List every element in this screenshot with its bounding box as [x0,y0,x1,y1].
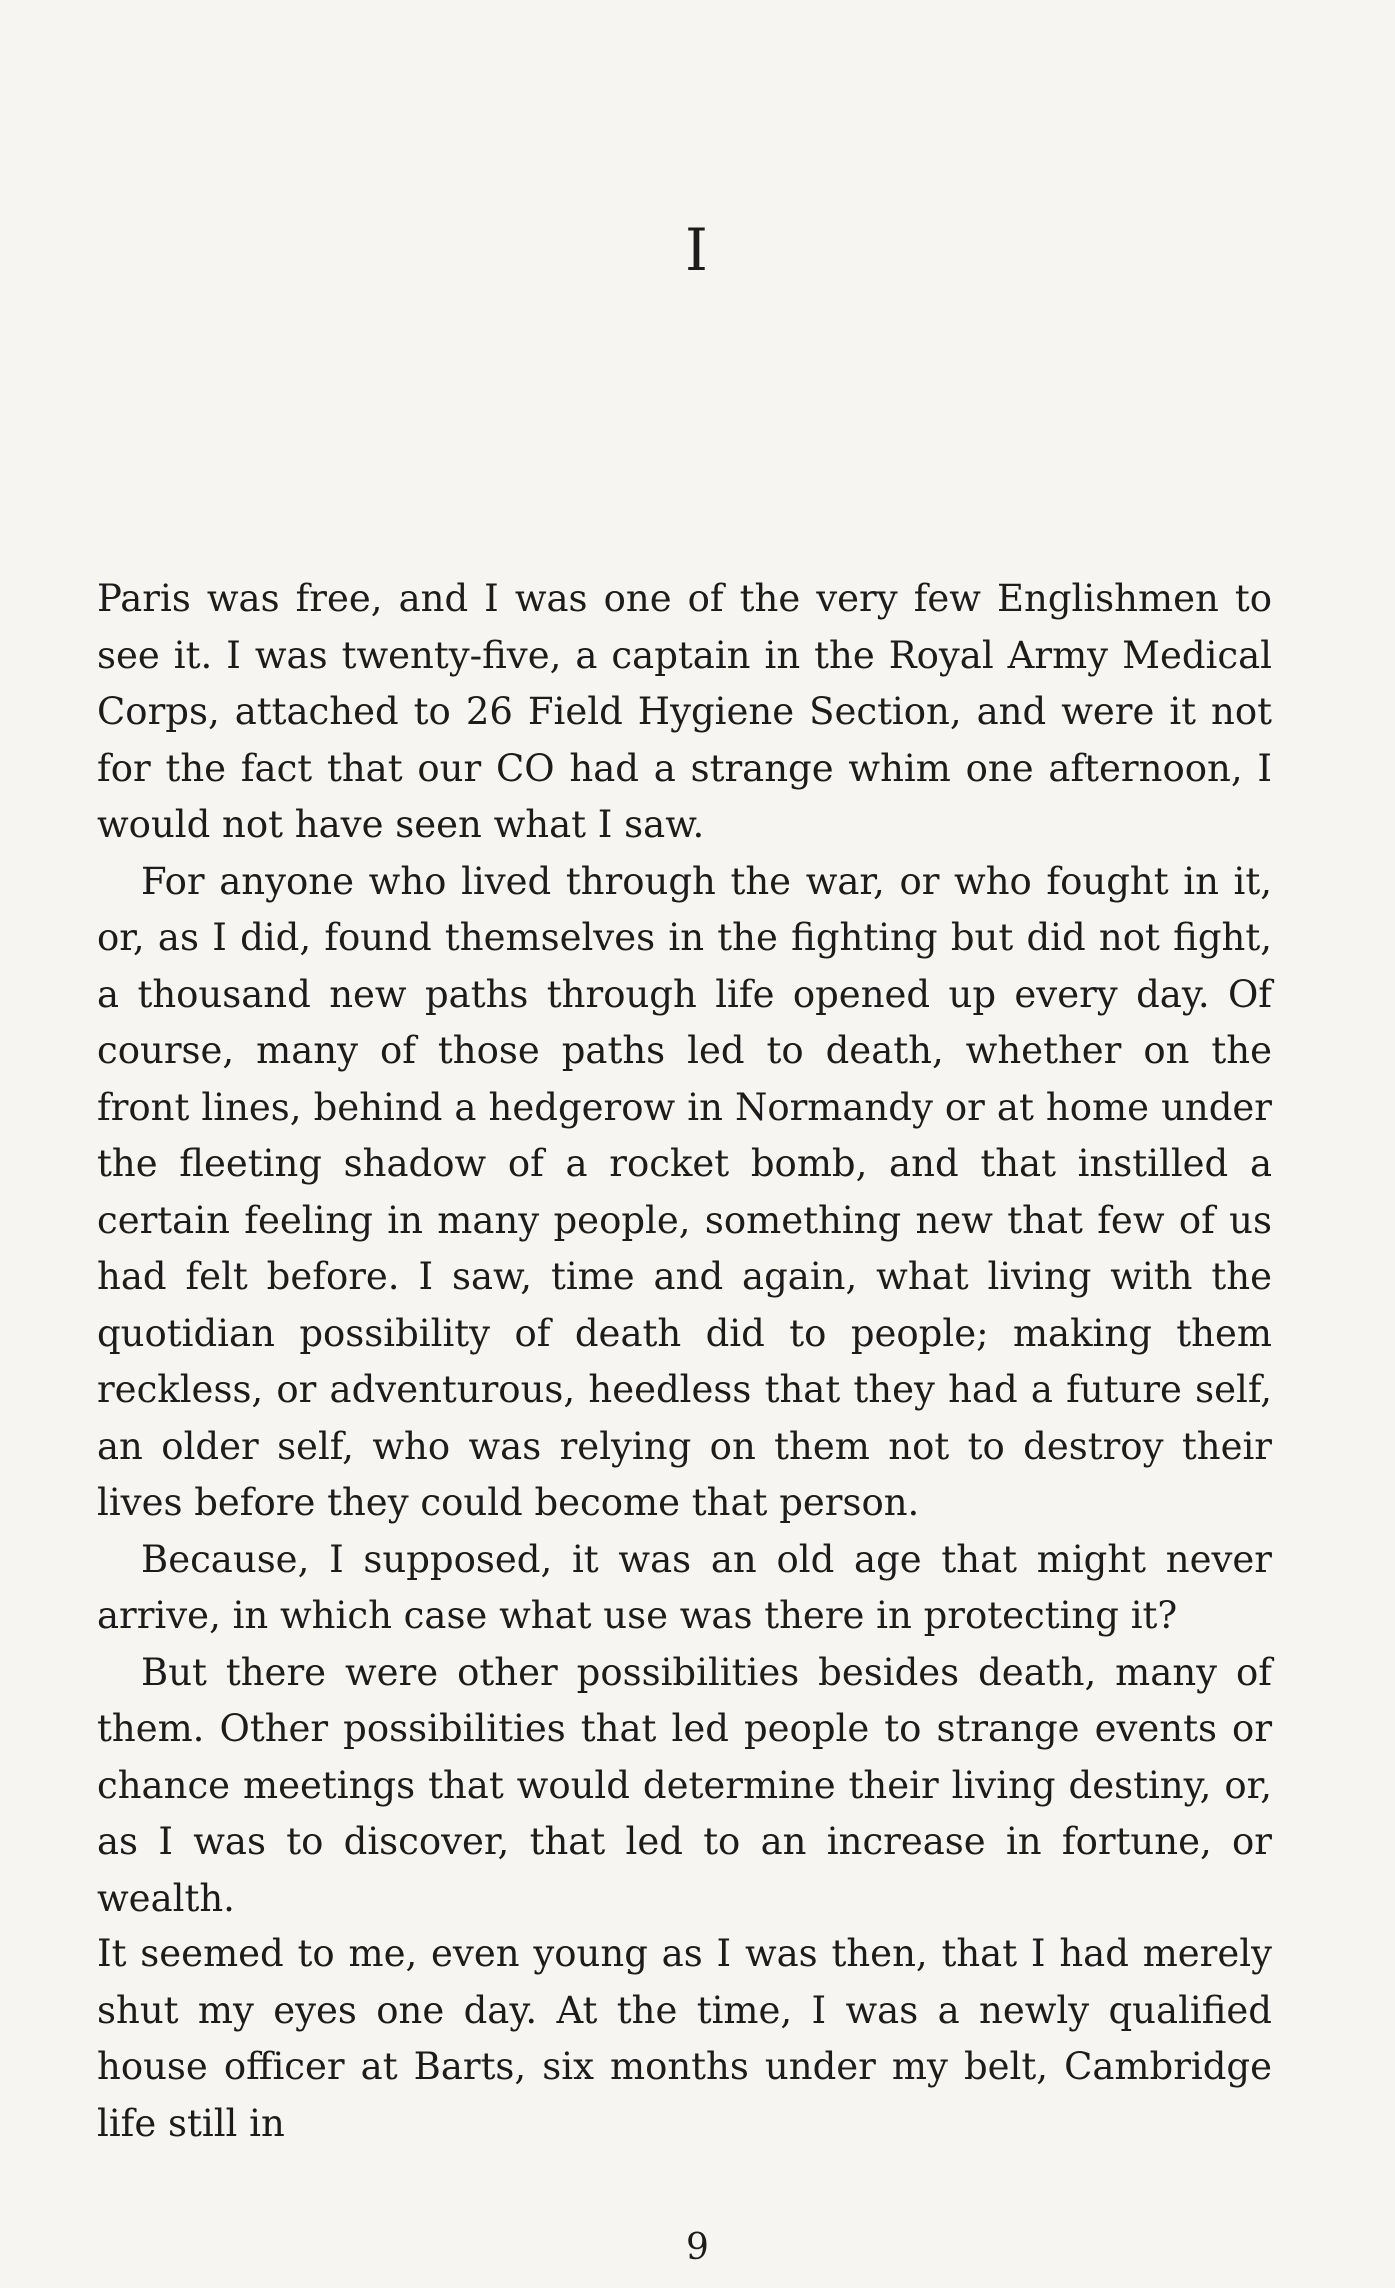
chapter-number: I [685,216,710,284]
body-text-section-1 [97,571,1272,1927]
paragraph: Because, I supposed, it was an old age that might never arrive, in which case what use was there in protecting it? [97,1537,1272,1637]
paragraph: Paris was free, and I was one of the very few Englishmen to see it. I was twenty-five, a captain in the Royal Army Medical Corps, attached to 26 Field Hygiene Section, and were it not for the fact that our CO had a strange whim one afternoon, I would not have seen what I saw. [97,577,1272,846]
paragraph: But there were other possibilities besides death, many of them. Other possibilities that led people to strange events or chance meetings that would determine their living destiny, or, as I was to discover, that led to an increase in fortune, or wealth. [97,1650,1272,1920]
paragraph: It seemed to me, even young as I was then, that I had merely shut my eyes one day. At the time, I was a newly qualified house officer at Barts, six months under my belt, Cambridge life still in [97,1932,1272,2145]
page-number: 9 [686,2227,709,2268]
paragraph: For anyone who lived through the war, or who fought in it, or, as I did, found themselves in the fighting but did not fight, a thousand new paths through life opened up every day. Of course, many of those paths led to death, whether on the front lines, behind a hedgerow in Normandy or at home under the fleeting shadow of a rocket bomb, and that instilled a certain feeling in many people, something new that few of us had felt before. I saw, time and again, what living with the quotidian possibility of death did to people; making them reckless, or adventurous, heedless that they had a future self, an older self, who was relying on them not to destroy their lives before they could become that person. [97,859,1272,1524]
body-text-section-2 [97,1926,1272,2152]
